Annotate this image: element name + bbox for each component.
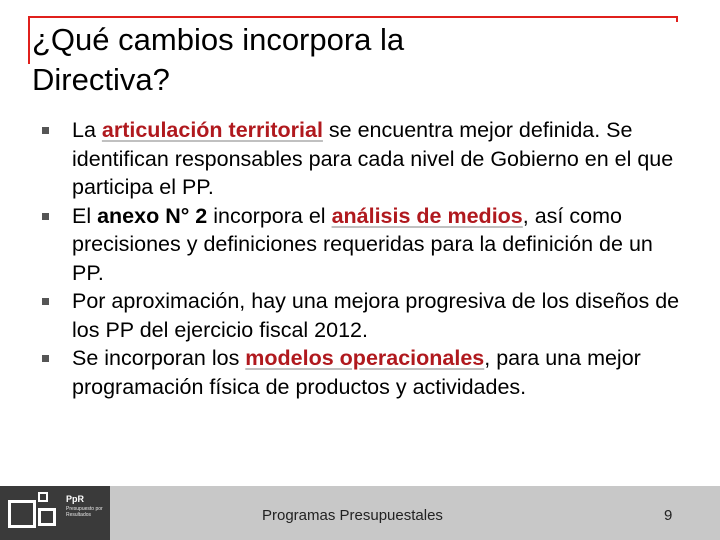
bullet-text: incorpora el: [207, 203, 332, 228]
logo-square-small: [38, 508, 56, 526]
bullet-list: [40, 116, 690, 401]
bullet-item: [40, 287, 690, 344]
slide-title: [32, 20, 632, 100]
bullet-text: se encuentra mejor definida. Se identifican responsables para cada nivel de Gobierno en el que participa el PP.: [72, 118, 674, 199]
bullet-item: [40, 116, 690, 202]
highlighted-term: análisis de medios: [331, 203, 523, 228]
bullet-item: [40, 202, 690, 288]
bullet-text: El: [72, 203, 98, 228]
bullet-text: Por aproximación, hay una mejora progresiva de los diseños de los PP del ejercicio fiscal 2012.: [72, 289, 680, 342]
title-left-rule: [28, 16, 30, 64]
highlighted-term: modelos operacionales: [245, 346, 485, 370]
title-right-tick: [676, 16, 678, 22]
logo-square-large: [8, 500, 36, 528]
bullet-text: La: [72, 118, 102, 142]
bullet-square-icon: [42, 127, 49, 134]
bullet-square-icon: [42, 355, 49, 362]
bullet-square-icon: [42, 213, 49, 220]
bullet-text: , así como precisiones y definiciones requeridas para la definición de un PP.: [72, 203, 653, 285]
bullet-text: , para una mejor programación física de productos y actividades.: [72, 346, 641, 399]
bullet-square-icon: [42, 298, 49, 305]
slide-title-line-2: Directiva?: [32, 62, 170, 97]
slide-title-line-1: ¿Qué cambios incorpora la: [32, 22, 405, 57]
bullet-text: Se incorporan los: [72, 346, 246, 370]
logo-subtext: Presupuesto por Resultados: [66, 506, 103, 518]
bold-term: anexo N° 2: [97, 203, 208, 228]
logo-square-tiny: [38, 492, 48, 502]
bullet-item: [40, 344, 690, 401]
highlighted-term: articulación territorial: [101, 118, 323, 142]
page-number: 9: [664, 507, 673, 524]
logo-text: PpR: [66, 494, 84, 504]
footer-title: Programas Presupuestales: [262, 507, 443, 524]
title-top-rule: [28, 16, 678, 18]
